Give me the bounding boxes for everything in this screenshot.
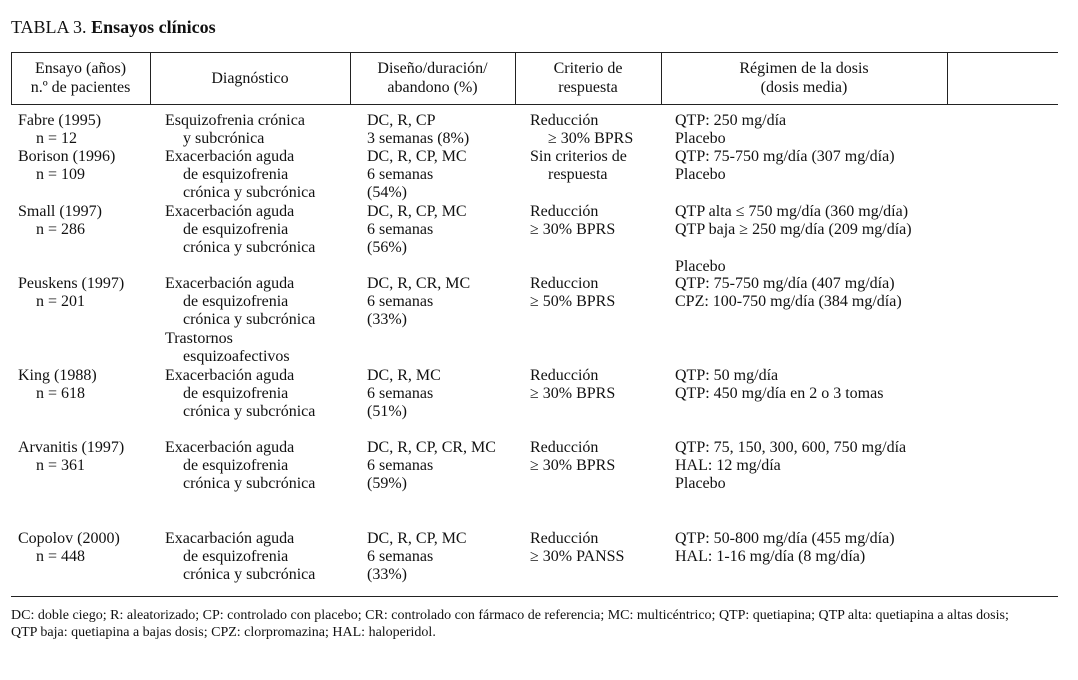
design-line: 6 semanas <box>367 548 434 566</box>
cell-trial <box>18 148 115 184</box>
trial-line: n = 109 <box>36 166 86 184</box>
design-line: DC, R, CP, MC <box>367 530 467 547</box>
dose-line: QTP: 250 mg/día <box>675 112 787 129</box>
criterion-line: Reducción <box>530 203 599 220</box>
dose-line: QTP baja ≥ 250 mg/día (209 mg/día) <box>675 221 912 239</box>
table-bottom-rule <box>11 596 1058 597</box>
header-trial: Ensayo (años) n.º de pacientes <box>30 60 131 96</box>
diagnosis-line: Exacerbación aguda <box>165 367 295 384</box>
design-line: (33%) <box>367 566 407 584</box>
diagnosis-line: Exacarbación aguda <box>165 530 295 547</box>
cell-criterion <box>530 112 633 148</box>
diagnosis-line: Trastornos <box>165 329 233 347</box>
cell-criterion <box>530 530 624 566</box>
design-line: (54%) <box>367 184 407 202</box>
cell-criterion <box>530 439 615 475</box>
cell-dose <box>675 112 786 148</box>
cell-trial <box>18 112 101 148</box>
header-design: Diseño/duración/ abandono (%) <box>377 60 488 96</box>
diagnosis-line: crónica y subcrónica <box>183 311 316 329</box>
cell-criterion <box>530 148 627 184</box>
diagnosis-line: de esquizofrenia <box>183 221 289 239</box>
table-name: Ensayos clínicos <box>91 17 216 37</box>
cell-design <box>367 112 469 148</box>
cell-trial <box>18 439 124 475</box>
cell-diagnosis <box>165 275 315 366</box>
diagnosis-line: crónica y subcrónica <box>183 566 316 584</box>
design-line: 6 semanas <box>367 166 434 184</box>
diagnosis-line: crónica y subcrónica <box>183 475 316 493</box>
diagnosis-line: Exacerbación aguda <box>165 275 295 292</box>
header-divider <box>947 52 948 105</box>
diagnosis-line: de esquizofrenia <box>183 548 289 566</box>
dose-line: QTP: 75-750 mg/día (307 mg/día) <box>675 148 895 165</box>
trial-line: Fabre (1995) <box>18 112 102 129</box>
criterion-line: ≥ 30% BPRS <box>530 457 616 475</box>
design-line: DC, R, CP <box>367 112 436 129</box>
cell-design <box>367 275 470 330</box>
cell-diagnosis <box>165 530 315 585</box>
cell-diagnosis <box>165 112 305 148</box>
cell-trial <box>18 530 120 566</box>
cell-criterion <box>530 275 615 311</box>
dose-line: QTP: 50 mg/día <box>675 367 779 384</box>
dose-line: QTP: 50-800 mg/día (455 mg/día) <box>675 530 895 547</box>
table-top-rule <box>11 52 1058 53</box>
header-diagnosis: Diagnóstico <box>211 70 289 87</box>
design-line: (33%) <box>367 311 407 329</box>
trial-line: Copolov (2000) <box>18 530 120 547</box>
trial-line: Small (1997) <box>18 203 102 220</box>
dose-line: QTP: 75, 150, 300, 600, 750 mg/día <box>675 439 907 456</box>
cell-dose <box>675 367 883 403</box>
cell-criterion <box>530 367 615 403</box>
diagnosis-line: Exacerbación aguda <box>165 148 295 165</box>
cell-design <box>367 530 467 585</box>
design-line: DC, R, CP, CR, MC <box>367 439 496 456</box>
diagnosis-line: esquizoafectivos <box>183 347 290 365</box>
cell-dose <box>675 148 895 184</box>
dose-line: Placebo <box>675 475 726 493</box>
trial-line: n = 448 <box>36 548 86 566</box>
trial-line: King (1988) <box>18 367 97 384</box>
trial-line: n = 201 <box>36 293 86 311</box>
trial-line: Borison (1996) <box>18 148 116 165</box>
dose-line: QTP alta ≤ 750 mg/día (360 mg/día) <box>675 203 909 220</box>
criterion-line: ≥ 30% BPRS <box>530 221 616 239</box>
dose-line <box>675 239 912 257</box>
diagnosis-line: crónica y subcrónica <box>183 184 316 202</box>
cell-diagnosis <box>165 148 315 203</box>
header-dose: Régimen de la dosis (dosis media) <box>739 60 869 96</box>
cell-dose <box>675 530 895 566</box>
cell-trial <box>18 203 102 239</box>
diagnosis-line: de esquizofrenia <box>183 293 289 311</box>
cell-dose <box>675 439 906 494</box>
design-line: 6 semanas <box>367 293 434 311</box>
diagnosis-line: de esquizofrenia <box>183 457 289 475</box>
trial-line: Peuskens (1997) <box>18 275 125 292</box>
criterion-line: ≥ 30% BPRS <box>548 130 634 148</box>
dose-line: Placebo <box>675 257 726 275</box>
trial-line: n = 12 <box>36 130 78 148</box>
diagnosis-line: Esquizofrenia crónica <box>165 112 305 129</box>
trial-line: Arvanitis (1997) <box>18 439 125 456</box>
cell-trial <box>18 275 124 311</box>
trial-line: n = 618 <box>36 385 86 403</box>
cell-dose <box>675 203 912 276</box>
design-line: 6 semanas <box>367 385 434 403</box>
criterion-line: ≥ 30% BPRS <box>530 385 616 403</box>
cell-trial <box>18 367 97 403</box>
clinical-trials-table <box>11 52 1058 606</box>
diagnosis-line: Exacerbación aguda <box>165 439 295 456</box>
diagnosis-line: crónica y subcrónica <box>183 403 316 421</box>
cell-design <box>367 367 441 422</box>
design-line: DC, R, CP, MC <box>367 203 467 220</box>
criterion-line: Reducción <box>530 367 599 384</box>
cell-diagnosis <box>165 203 315 258</box>
diagnosis-line: de esquizofrenia <box>183 166 289 184</box>
dose-line: QTP: 75-750 mg/día (407 mg/día) <box>675 275 895 292</box>
design-line: (59%) <box>367 475 407 493</box>
diagnosis-line: y subcrónica <box>183 130 265 148</box>
dose-line: Placebo <box>675 130 726 148</box>
diagnosis-line: Exacerbación aguda <box>165 203 295 220</box>
table-number: TABLA 3. <box>11 17 87 37</box>
table-title <box>11 16 216 38</box>
trial-line: n = 286 <box>36 221 86 239</box>
design-line: DC, R, MC <box>367 367 441 384</box>
cell-design <box>367 203 467 258</box>
criterion-line: Sin criterios de <box>530 148 627 165</box>
design-line: (51%) <box>367 403 407 421</box>
dose-line: CPZ: 100-750 mg/día (384 mg/día) <box>675 293 902 311</box>
cell-design <box>367 148 467 203</box>
dose-line: HAL: 1-16 mg/día (8 mg/día) <box>675 548 866 566</box>
cell-criterion <box>530 203 615 239</box>
header-bottom-rule <box>11 104 1058 105</box>
design-line: 6 semanas <box>367 221 434 239</box>
criterion-line: ≥ 50% BPRS <box>530 293 616 311</box>
design-line: (56%) <box>367 239 407 257</box>
criterion-line: ≥ 30% PANSS <box>530 548 625 566</box>
design-line: DC, R, CP, MC <box>367 148 467 165</box>
dose-line: QTP: 450 mg/día en 2 o 3 tomas <box>675 385 884 403</box>
design-line: 6 semanas <box>367 457 434 475</box>
trial-line: n = 361 <box>36 457 86 475</box>
cell-diagnosis <box>165 367 315 422</box>
criterion-line: Reducción <box>530 439 599 456</box>
criterion-line: Reducción <box>530 530 599 547</box>
dose-line: Placebo <box>675 166 726 184</box>
cell-diagnosis <box>165 439 315 494</box>
diagnosis-line: de esquizofrenia <box>183 385 289 403</box>
dose-line: HAL: 12 mg/día <box>675 457 781 475</box>
criterion-line: respuesta <box>548 166 608 184</box>
diagnosis-line: crónica y subcrónica <box>183 239 316 257</box>
table-footnote: DC: doble ciego; R: aleatorizado; CP: controlado con placebo; CR: controlado con fármaco de referencia; MC: multicéntrico; QTP: quetiapina; QTP alta: quetiapina a altas dosis; QTP baja: quetiapina a bajas dosis; CPZ: clorpromazina; HAL: haloperidol. <box>11 608 1009 640</box>
cell-dose <box>675 275 902 311</box>
header-criterion: Criterio de respuesta <box>553 60 623 96</box>
design-line: DC, R, CR, MC <box>367 275 471 292</box>
cell-design <box>367 439 496 494</box>
criterion-line: Reduccion <box>530 275 599 292</box>
criterion-line: Reducción <box>530 112 599 129</box>
design-line: 3 semanas (8%) <box>367 130 470 148</box>
